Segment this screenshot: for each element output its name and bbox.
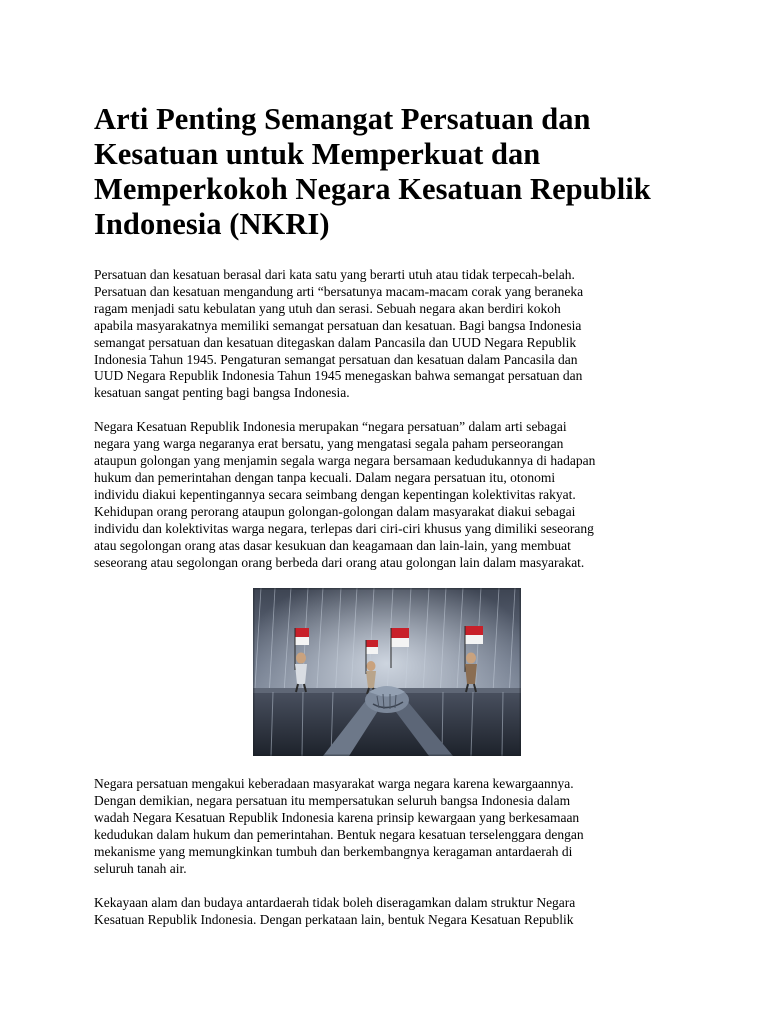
text-line: Negara persatuan mengakui keberadaan masyarakat warga negara karena kewargaannya. xyxy=(94,776,574,792)
text-line: atau segolongan orang atas dasar kesukuan dan keagamaan dan lain-lain, yang membuat xyxy=(94,537,571,553)
text-line: Kesatuan Republik Indonesia. Dengan perkataan lain, bentuk Negara Kesatuan Republik xyxy=(94,911,574,927)
paragraph-2 xyxy=(94,419,679,571)
text-line: negara yang warga negaranya erat bersatu, yang mengatasi segala paham perseorangan xyxy=(94,436,564,452)
document-page xyxy=(94,102,679,946)
title-line: Indonesia (NKRI) xyxy=(94,207,330,241)
text-line: semangat persatuan dan kesatuan ditegaskan dalam Pancasila dan UUD Negara Republik xyxy=(94,334,577,350)
document-title xyxy=(94,102,679,242)
title-line: Memperkokoh Negara Kesatuan Republik xyxy=(94,172,651,206)
text-line: seluruh tanah air. xyxy=(94,860,187,876)
text-line: ataupun golongan yang menjamin segala warga negara bersamaan kedudukannya di hadapan xyxy=(94,453,596,469)
text-line: apabila masyarakatnya memiliki semangat persatuan dan kesatuan. Bagi bangsa Indonesia xyxy=(94,317,582,333)
text-line: kedudukan dalam hukum dan pemerintahan. Bentuk negara kesatuan terselenggara dengan xyxy=(94,827,584,843)
text-line: Indonesia Tahun 1945. Pengaturan semangat persatuan dan kesatuan dalam Pancasila dan xyxy=(94,351,578,367)
text-line: individu diakui kepentingannya secara seimbang dengan kepentingan kolektivitas rakyat. xyxy=(94,486,576,502)
text-line: mekanisme yang memungkinkan tumbuh dan berkembangnya keragaman antardaerah di xyxy=(94,844,573,860)
text-line: hukum dan pemerintahan dengan tanpa kecuali. Dalam negara persatuan itu, otonomi xyxy=(94,469,556,485)
text-line: individu dan kolektivitas warga negara, terlepas dari ciri-ciri khusus yang dimiliki seseorang xyxy=(94,520,594,536)
title-line: Arti Penting Semangat Persatuan dan xyxy=(94,102,591,136)
text-line: Kekayaan alam dan budaya antardaerah tidak boleh diseragamkan dalam struktur Negara xyxy=(94,894,576,910)
text-line: Negara Kesatuan Republik Indonesia merupakan “negara persatuan” dalam arti sebagai xyxy=(94,419,567,435)
text-line: ragam menjadi satu kebulatan yang utuh dan serasi. Sebuah negara akan berdiri kokoh xyxy=(94,300,561,316)
figure-container xyxy=(94,588,679,756)
text-line: Persatuan dan kesatuan mengandung arti “bersatunya macam-macam corak yang beraneka xyxy=(94,283,584,299)
text-line: wadah Negara Kesatuan Republik Indonesia karena prinsip kewargaan yang berkesamaan xyxy=(94,810,580,826)
text-line: Kehidupan orang perorang ataupun golongan-golongan dalam masyarakat diakui sebagai xyxy=(94,503,576,519)
text-line: kesatuan sangat penting bagi bangsa Indonesia. xyxy=(94,385,350,401)
text-line: Persatuan dan kesatuan berasal dari kata satu yang berarti utuh atau tidak terpecah-belah. xyxy=(94,267,575,282)
paragraph-1 xyxy=(94,267,679,402)
paragraph-3 xyxy=(94,776,679,877)
text-line: UUD Negara Republik Indonesia Tahun 1945 menegaskan bahwa semangat persatuan dan xyxy=(94,368,583,384)
text-line: Dengan demikian, negara persatuan itu mempersatukan seluruh bangsa Indonesia dalam xyxy=(94,793,571,809)
unity-illustration-image xyxy=(253,588,521,756)
title-line: Kesatuan untuk Memperkuat dan xyxy=(94,137,541,171)
text-line: seseorang atau segolongan orang berbeda dari orang atau golongan lain dalam masyarakat. xyxy=(94,554,585,570)
paragraph-4 xyxy=(94,895,679,929)
